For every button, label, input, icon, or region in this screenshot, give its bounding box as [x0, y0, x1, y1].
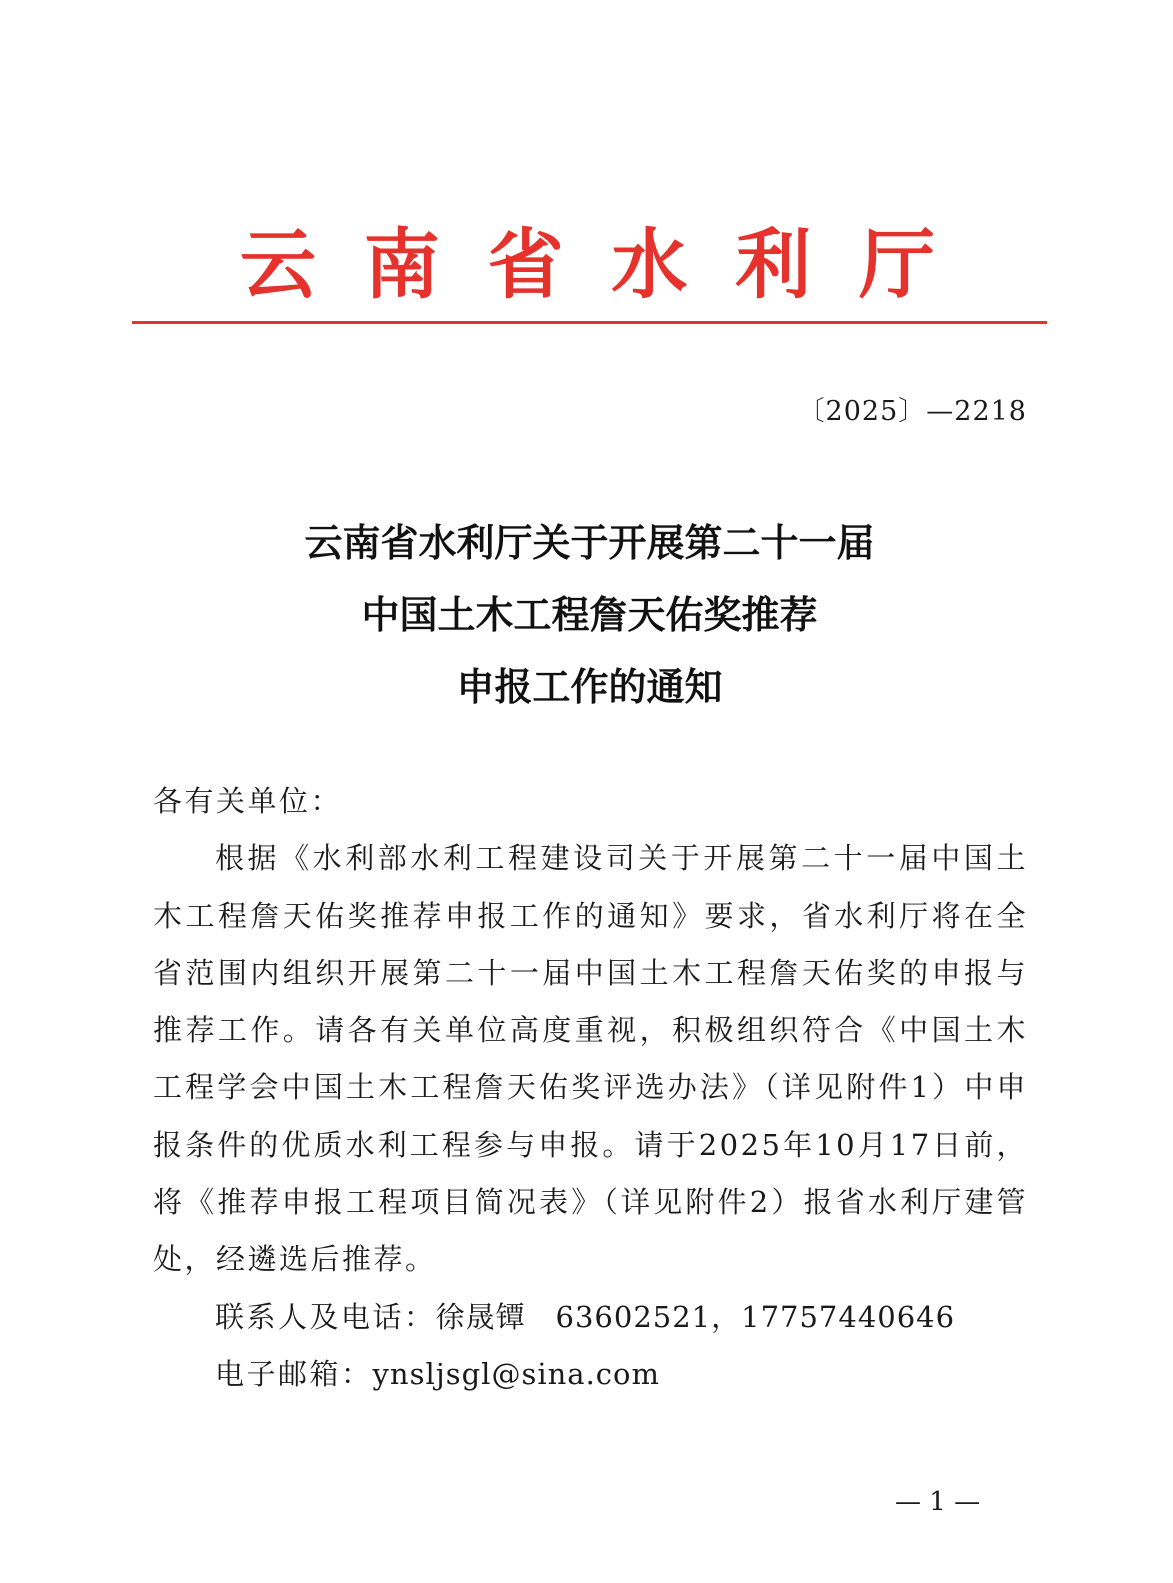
- document-body: [153, 773, 1028, 1403]
- document-title: [132, 507, 1047, 723]
- document-number: 〔2025〕—2218: [797, 396, 1027, 427]
- letterhead-org-name: [132, 215, 1047, 315]
- contact-label: 联系人及电话：: [215, 1299, 436, 1334]
- letterhead-char: 利: [735, 220, 812, 309]
- email-label: 电子邮箱：: [215, 1356, 373, 1391]
- letterhead-divider: [132, 321, 1047, 324]
- email-address: ynsljsgl@sina.com: [372, 1356, 660, 1391]
- letterhead-char: 水: [611, 220, 688, 309]
- letterhead-char: 南: [363, 220, 440, 309]
- contact-line: [153, 1289, 1028, 1346]
- body-paragraph: 根据《水利部水利工程建设司关于开展第二十一届中国土木工程詹天佑奖推荐申报工作的通知》要求，省水利厅将在全省范围内组织开展第二十一届中国土木工程詹天佑奖的申报与推荐工作。请各有关单位高度重视，积极组织符合《中国土木工程学会中国土木工程詹天佑奖评选办法》（详见附件1）中申报条件的优质水利工程参与申报。请于2025年10月17日前，将《推荐申报工程项目简况表》（详见附件2）报省水利厅建管处，经遴选后推荐。: [153, 841, 1028, 1277]
- letterhead-char: 云: [240, 220, 316, 309]
- document-title-line: 云南省水利厅关于开展第二十一届: [304, 520, 875, 565]
- letterhead-char: 省: [487, 220, 564, 309]
- email-line: [153, 1346, 1028, 1403]
- document-title-line: 申报工作的通知: [456, 664, 723, 709]
- salutation: 各有关单位：: [153, 784, 343, 818]
- letterhead-char: 厅: [858, 220, 935, 309]
- page-number: — 1 —: [895, 1487, 981, 1517]
- document-title-line: 中国土木工程詹天佑奖推荐: [361, 592, 818, 637]
- contact-value: 徐晟镡 63602521，17757440646: [435, 1299, 956, 1334]
